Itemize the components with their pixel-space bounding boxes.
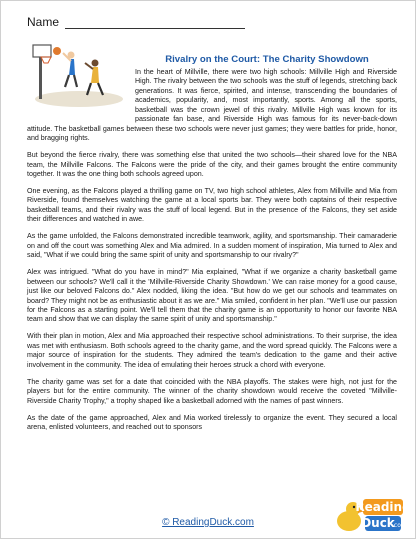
reading-duck-logo	[335, 495, 411, 535]
footer-link[interactable]: © ReadingDuck.com	[162, 517, 254, 528]
logo-text-suffix: .com	[392, 522, 407, 529]
paragraph: In the heart of Millville, there were two high schools: Millville High and Riverside High. The rivalry between the two schools was the stuff of legends, stretching back generations. It was fierce, spirited, and intense, transcending the boundaries of academics, popularity, and, most importantly, sports. Among all the sports, basketball was the crown jewel of this rivalry. Millville High was known for its passionate fan base, and Riverside High was famous for its never-back-down attitude. The basketball games between these two schools were never just games; they were battles for pride, honor, and bragging rights.	[27, 68, 397, 143]
name-line[interactable]	[65, 16, 245, 29]
paragraph: As the game unfolded, the Falcons demonstrated incredible teamwork, agility, and sportsmanship. Their camaraderie on and off the court was something Alex and Mia admired. In a sudden moment of inspiration, Mia turned to Alex and said, "What if we could bring the same spirit of unity and sportsmanship to our rivalry?"	[27, 232, 397, 260]
story-title: Rivalry on the Court: The Charity Showdown	[165, 54, 369, 65]
paragraph: But beyond the fierce rivalry, there was something else that united the two schools—their shared love for the NBA team, the Millville Falcons. The Falcons were the pride of the city, and their games brought the entire community together. It was the one thing both schools agreed upon.	[27, 151, 397, 179]
name-label: Name	[27, 15, 60, 29]
paragraph: As the date of the game approached, Alex and Mia worked tirelessly to organize the event. They secured a local arena, enlisted volunteers, and reached out to sponsors	[27, 413, 397, 431]
paragraph: The charity game was set for a date that coincided with the NBA playoffs. The stakes were high, not just for the players but for the entire community. The winner of the charity showdown would receive the coveted "Millville-Riverside Charity Trophy," a trophy shaped like a basketball adorned with the names of past winners.	[27, 377, 397, 405]
logo-text-duck: Duck	[361, 516, 395, 530]
logo-text-reading: Reading	[355, 500, 411, 514]
story-body	[27, 68, 397, 440]
paragraph: One evening, as the Falcons played a thrilling game on TV, two high school athletes, Alex from Millville and Mia from Riverside, found themselves watching the game at a local sports bar. They were both captains of their respective basketball teams, and their rivalry was the stuff of local legend. But in the presence of the Falcons, they set aside their differences and watched in awe.	[27, 186, 397, 224]
name-field	[27, 15, 245, 29]
paragraph: With their plan in motion, Alex and Mia approached their respective school administrations. To their surprise, the idea was met with enthusiasm. Both schools agreed to the charity game, and the word spread quickly. The Falcons were a major source of inspiration for the students. They admired the team's dedication to the game and their active involvement in the community. The idea of emulating their heroes struck a chord with everyone.	[27, 332, 397, 369]
paragraph: Alex was intrigued. "What do you have in mind?" Mia explained, "What if we organize a charity basketball game between our schools? We'll call it the 'Millville-Riverside Charity Showdown.' We can raise money for a good cause, just like our beloved Falcons do." Alex nodded, liking the idea. "But how do we get our schools and teammates on board? They might not be as enthusiastic about it as we are." Mia smiled, confident in her plan. "We'll use our passion for the Falcons as a starting point. We'll tell them that the charity game is an opportunity to honor our favorite NBA team and show that we can display the same spirit of unity and sportsmanship."	[27, 268, 397, 324]
